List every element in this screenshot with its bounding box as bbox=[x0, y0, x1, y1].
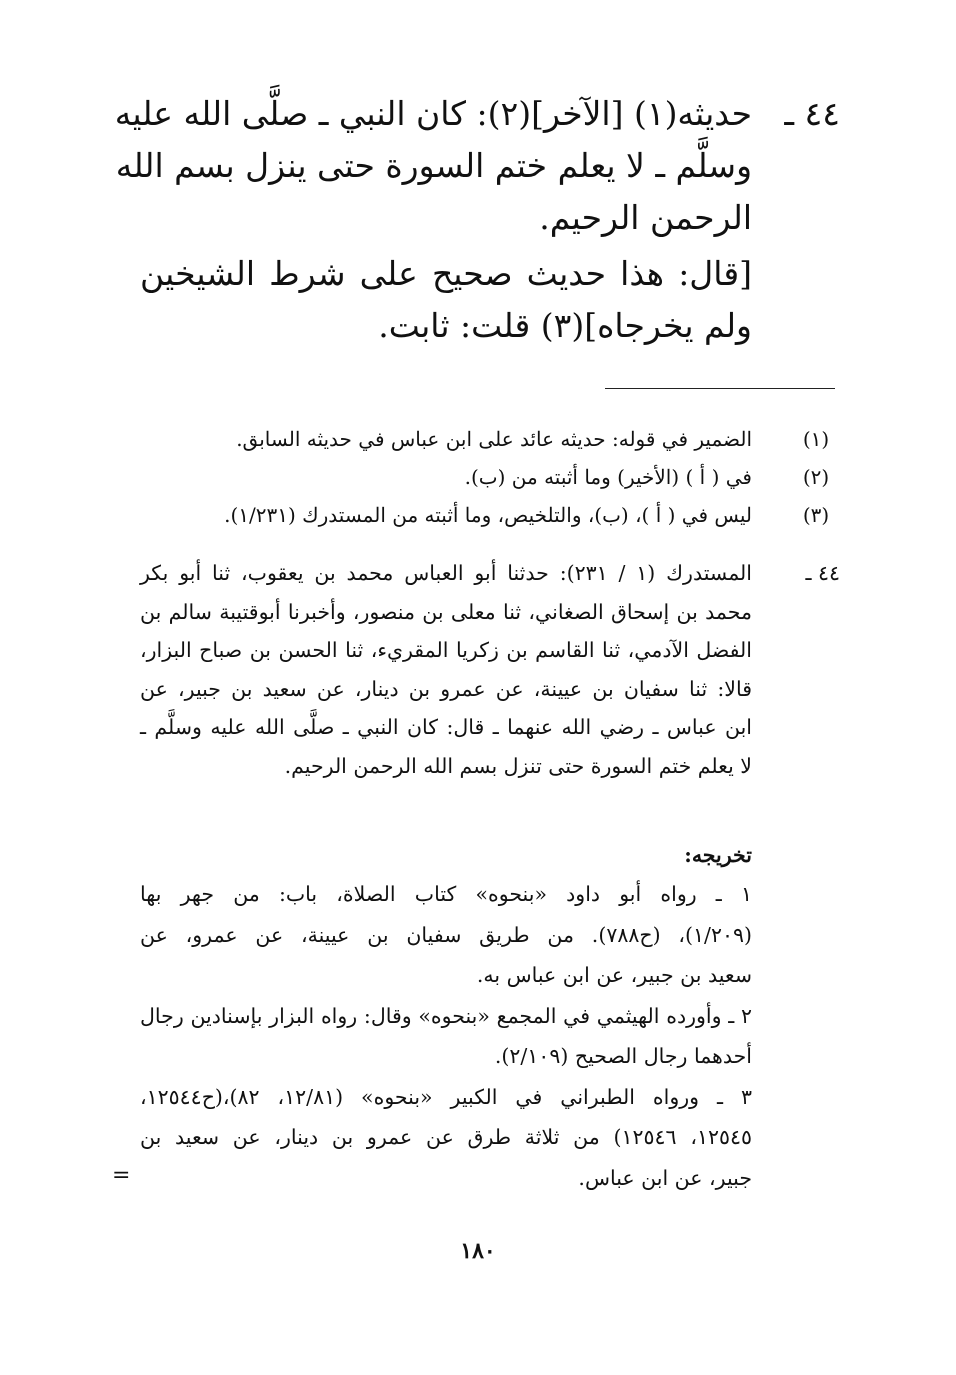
takhrij-line: جبير، عن ابن عباس. bbox=[578, 1165, 752, 1190]
footnote-text: في ( أ ) (الأخير) وما أثبته من (ب). bbox=[464, 465, 752, 489]
takhrij-heading: تخريجه: bbox=[684, 843, 752, 867]
grading-line: [قال: هذا حديث صحيح على شرط الشيخين bbox=[140, 254, 752, 293]
takhrij-line: ٣ ـ ورواه الطبراني في الكبير «بنحوه» (١٢/٨١، ٨٢)،(ح١٢٥٤٤، bbox=[140, 1084, 752, 1109]
takhrij-line: ١ ـ رواه أبو داود «بنحوه» كتاب الصلاة، باب: من جهر بها bbox=[140, 882, 752, 906]
footnote bbox=[140, 420, 840, 458]
hadith-text bbox=[114, 88, 752, 352]
isnad-text bbox=[140, 554, 752, 785]
isnad-number: ٤٤ ـ bbox=[805, 561, 840, 585]
isnad-line: المستدرك (١ / ٢٣١): حدثنا أبو العباس محمد بن يعقوب، ثنا أبو بكر bbox=[140, 561, 752, 585]
footnote-text: الضمير في قوله: حديثه عائد على ابن عباس في حديثه السابق. bbox=[236, 427, 752, 451]
footnote-text: ليس في ( أ )، (ب)، والتلخيص، وما أثبته من المستدرك (١/٢٣١). bbox=[224, 503, 752, 527]
takhrij-line: ١٢٥٤٥، ١٢٥٤٦) من ثلاثة طرق عن عمرو بن دينار، عن سعيد بن bbox=[140, 1125, 752, 1149]
isnad-line: ابن عباس ـ رضي الله عنهما ـ قال: كان النبي ـ صلَّى الله عليه وسلَّم ـ bbox=[140, 715, 752, 739]
hadith-grading bbox=[140, 248, 752, 352]
footnotes bbox=[140, 420, 840, 534]
takhrij-line: أحدهما رجال الصحيح (٢/١٠٩). bbox=[494, 1044, 752, 1068]
page-number: ١٨٠ bbox=[460, 1238, 496, 1264]
takhrij-line: (١/٢٠٩)، (ح٧٨٨). من طريق سفيان بن عيينة، عن عمرو، عن bbox=[140, 922, 752, 947]
takhrij-line: ٢ ـ وأورده الهيثمي في المجمع «بنحوه» وقال: رواه البزار بإسنادين رجال bbox=[140, 1003, 752, 1028]
footnote-separator bbox=[605, 388, 835, 389]
hadith-line: الرحمن الرحيم. bbox=[539, 198, 752, 237]
continuation-mark: = bbox=[112, 1163, 131, 1188]
isnad-line: لا يعلم ختم السورة حتى تنزل بسم الله الرحمن الرحيم. bbox=[284, 753, 752, 778]
footnote-number: (٣) bbox=[802, 503, 830, 527]
isnad-line: الفضل الآدمي، ثنا القاسم بن زكريا المقريء، ثنا الحسن بن صباح البزار، bbox=[140, 638, 752, 662]
hadith-line: وسلَّم ـ لا يعلم ختم السورة حتى ينزل بسم الله bbox=[115, 146, 752, 185]
hadith-main bbox=[114, 88, 840, 352]
isnad-section bbox=[140, 554, 840, 785]
takhrij-line: سعيد بن جبير، عن ابن عباس به. bbox=[476, 963, 752, 987]
isnad-line: قالا: ثنا سفيان بن عيينة، عن عمرو بن دينار، عن سعيد بن جبير، عن bbox=[140, 676, 752, 701]
hadith-number: ٤٤ ـ bbox=[784, 94, 840, 133]
isnad-line: محمد بن إسحاق الصغاني، ثنا معلى بن منصور، وأخبرنا أبوقتيبة سالم بن bbox=[140, 599, 752, 624]
footnote-number: (١) bbox=[802, 427, 830, 451]
footnote-number: (٢) bbox=[802, 465, 830, 489]
grading-line: ولم يخرجاه](٣) قلت: ثابت. bbox=[378, 306, 752, 345]
footnote bbox=[140, 496, 840, 534]
takhrij-section bbox=[140, 836, 752, 1198]
hadith-line: حديثه(١) [الآخر](٢): كان النبي ـ صلَّى الله عليه bbox=[114, 94, 752, 133]
footnote bbox=[140, 458, 840, 496]
